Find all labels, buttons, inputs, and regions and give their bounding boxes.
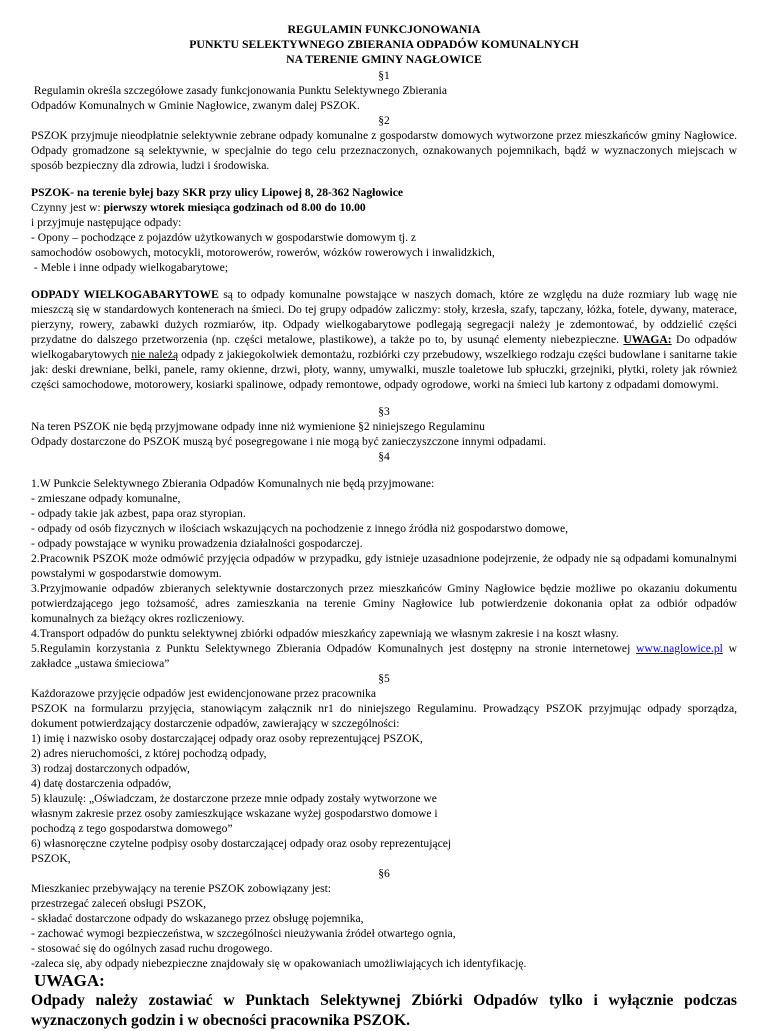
bulky-text: Do odpadów wielkogabarytowych bbox=[31, 332, 737, 361]
list-item: - zmieszane odpady komunalne, bbox=[31, 491, 181, 505]
bulky-text: odpady z jakiegokolwiek demontażu, rozbiórki czy przebudowy, wszelkiego rodzaju części budowlane i sanitarne takie jak: deski drewniane, belki, panele, ramy okienne, drzwi, płoty, wanny, umywalki, muszle toaletowe lub spłuczki, grzejniki, płytki, rolety jak również części samochodowe, motorowery, kosiarki spalinowe, odpady remontowe, odpady ogrodowe, worki na śmieci lub kartony z odpadami domowymi. bbox=[31, 347, 737, 391]
list-item: 1) imię i nazwisko osoby dostarczającej odpady oraz osoby reprezentującej PSZOK, bbox=[31, 731, 423, 745]
bulky-warning: UWAGA: bbox=[623, 332, 672, 346]
section-mark: §5 bbox=[378, 671, 390, 685]
website-link[interactable]: www.naglowice.pl bbox=[636, 641, 723, 655]
title-line: NA TERENIE GMINY NAGŁOWICE bbox=[286, 52, 482, 67]
list-item: - odpady powstające w wyniku prowadzenia działalności gospodarczej. bbox=[31, 536, 363, 550]
list-item: pochodzą z tego gospodarstwa domowego” bbox=[31, 821, 233, 835]
notice-heading: UWAGA: bbox=[34, 970, 105, 990]
list-item: -zaleca się, aby odpady niebezpieczne znajdowały się w opakowaniach umożliwiających ich identyfikację. bbox=[31, 956, 527, 970]
list-item: - zachować wymogi bezpieczeństwa, w szczególności nieużywania źródeł otwartego ognia, bbox=[31, 926, 456, 940]
list-item: - odpady takie jak azbest, papa oraz styropian. bbox=[31, 506, 246, 520]
section-mark: §3 bbox=[378, 404, 390, 418]
paragraph-line: Odpadów Komunalnych w Gminie Nagłowice, zwanym dalej PSZOK. bbox=[31, 98, 360, 112]
list-item: 6) własnoręczne czytelne podpisy osoby dostarczającej odpady oraz osoby reprezentującej bbox=[31, 836, 452, 850]
list-item: - Meble i inne odpady wielkogabarytowe; bbox=[31, 260, 229, 274]
list-item: 5) klauzulę: „Oświadczam, że dostarczone przeze mnie odpady zostały wytworzone we bbox=[31, 791, 437, 805]
title-line: REGULAMIN FUNKCJONOWANIA bbox=[287, 22, 481, 36]
paragraph-line: Każdorazowe przyjęcie odpadów jest ewidencjonowane przez pracownika bbox=[31, 686, 377, 700]
paragraph-text: 5.Regulamin korzystania z Punktu Selektywnego Zbierania Odpadów Komunalnych jest dostępny na stronie internetowej bbox=[31, 641, 637, 655]
section-3 bbox=[31, 404, 737, 464]
hours-prefix: Czynny jest w: bbox=[31, 200, 104, 214]
location-address: PSZOK- na terenie byłej bazy SKR przy ulicy Lipowej 8, 28-362 Nagłowice bbox=[31, 185, 404, 199]
list-item: - stosować się do ogólnych zasad ruchu drogowego. bbox=[31, 941, 273, 955]
list-item: przestrzegać zaleceń obsługi PSZOK, bbox=[31, 896, 207, 910]
list-item: 4) datę dostarczenia odpadów, bbox=[31, 776, 172, 790]
paragraph-text: w zakładce „ustawa śmieciowa” bbox=[31, 641, 737, 670]
bulky-waste-block bbox=[31, 287, 737, 392]
location-block bbox=[31, 185, 737, 275]
section-mark: §2 bbox=[378, 113, 390, 127]
list-item: - składać dostarczone odpady do wskazanego przez obsługę pojemnika, bbox=[31, 911, 364, 925]
paragraph: 3.Przyjmowanie odpadów zbieranych selektywnie dostarczonych przez mieszkańców Gminy Nagłowice będzie możliwe po okazaniu dokumentu potwierdzającego jego tożsamość, adres zamieszkania na terenie Gminy Nagłowice lub potwierdzenie dokonania opłat za odbiór odpadów komunalnych za bieżący okres rozliczeniowy. bbox=[31, 581, 737, 625]
section-6 bbox=[31, 866, 737, 971]
paragraph-line: Regulamin określa szczegółowe zasady funkcjonowania Punktu Selektywnego Zbierania bbox=[31, 83, 447, 97]
paragraph-line: 1.W Punkcie Selektywnego Zbierania Odpadów Komunalnych nie będą przyjmowane: bbox=[31, 476, 435, 490]
title-line: PUNKTU SELEKTYWNEGO ZBIERANIA ODPADÓW KOMUNALNYCH bbox=[189, 37, 579, 52]
paragraph: PSZOK na formularzu przyjęcia, stanowiącym załącznik nr1 do niniejszego Regulaminu. Prowadzący PSZOK przyjmując odpady sporządza, dokument potwierdzający dostarczenie odpadów, zawierający w szczególności: bbox=[31, 701, 737, 730]
section-1 bbox=[31, 68, 737, 113]
bulky-term: ODPADY WIELKOGABARYTOWE bbox=[31, 287, 219, 301]
paragraph-line: Mieszkaniec przebywający na terenie PSZOK zobowiązany jest: bbox=[31, 881, 332, 895]
paragraph bbox=[31, 641, 737, 671]
list-item: PSZOK, bbox=[31, 851, 71, 865]
list-item: samochodów osobowych, motocykli, motorowerów, rowerów, wózków rowerowych i inwalidzkich, bbox=[31, 245, 495, 259]
paragraph-line: 4.Transport odpadów do punktu selektywnej zbiórki odpadów mieszkańcy zapewniają we własnym zakresie i na koszt własny. bbox=[31, 626, 619, 640]
list-item: - odpady od osób fizycznych w ilościach wskazujących na pochodzenie z innego źródła niż gospodarstwo domowe, bbox=[31, 521, 569, 535]
paragraph-line: Odpady dostarczone do PSZOK muszą być posegregowane i nie mogą być zanieczyszczone innymi odpadami. bbox=[31, 434, 547, 448]
opening-hours bbox=[31, 200, 737, 215]
list-item: 2) adres nieruchomości, z której pochodzą odpady, bbox=[31, 746, 267, 760]
section-mark: §1 bbox=[378, 68, 390, 82]
list-item: - Opony – pochodzące z pojazdów użytkowanych w gospodarstwie domowym tj. z bbox=[31, 230, 417, 244]
section-mark: §4 bbox=[378, 449, 390, 463]
bulky-text: są to odpady komunalne powstające w naszych domach, które ze względu na duże rozmiary lub wagę nie mieszczą się w standardowych kontenerach na śmieci. Do tej grupy odpadów zaliczmy: stoły, krzesła, szafy, tapczany, łóżka, fotele, dywany, materace, pierzyny, rowery, zabawki dużych rozmiarów, itp. Odpady wielkogabarytowe podlegają segregacji należy je zdemontować, by oddzielić części przydatne do dalszego przetworzenia (np. części metalowe, plastikowe), a także po to, by usunąć elementy niebezpieczne. bbox=[31, 287, 737, 346]
section-4 bbox=[31, 476, 737, 671]
paragraph-line: i przyjmuje następujące odpady: bbox=[31, 215, 182, 229]
paragraph-line: Na teren PSZOK nie będą przyjmowane odpady inne niż wymienione §2 niniejszego Regulaminu bbox=[31, 419, 485, 433]
list-item: 3) rodzaj dostarczonych odpadów, bbox=[31, 761, 190, 775]
final-notice bbox=[31, 971, 737, 1031]
paragraph: PSZOK przyjmuje nieodpłatnie selektywnie zebrane odpady komunalne z gospodarstw domowych wytworzone przez mieszkańców gminy Nagłowice. Odpady gromadzone są selektywnie, w specjalnie do tego celu przeznaczonych, oznakowanych pojemnikach, bądź w wyznaczonych miejscach w sposób bezpieczny dla zdrowia, ludzi i środowiska. bbox=[31, 128, 737, 172]
section-5 bbox=[31, 671, 737, 866]
paragraph bbox=[31, 287, 737, 392]
hours-value: pierwszy wtorek miesiąca godzinach od 8.00 do 10.00 bbox=[103, 200, 366, 214]
section-2 bbox=[31, 113, 737, 173]
list-item: własnym zakresie przez osoby zamieszkujące wskazane wyżej gospodarstwo domowe i bbox=[31, 806, 438, 820]
notice-text: Odpady należy zostawiać w Punktach Selektywnej Zbiórki Odpadów tylko i wyłącznie podczas wyznaczonych godzin i w obecności pracownika PSZOK. bbox=[31, 991, 737, 1029]
paragraph: 2.Pracownik PSZOK może odmówić przyjęcia odpadów w przypadku, gdy istnieje uzasadnione podejrzenie, że odpady nie są odpadami komunalnymi powstałymi w gospodarstwie domowym. bbox=[31, 551, 737, 580]
section-mark: §6 bbox=[378, 866, 390, 880]
not-belong-text: nie należą bbox=[131, 347, 179, 361]
document-title bbox=[31, 22, 737, 68]
